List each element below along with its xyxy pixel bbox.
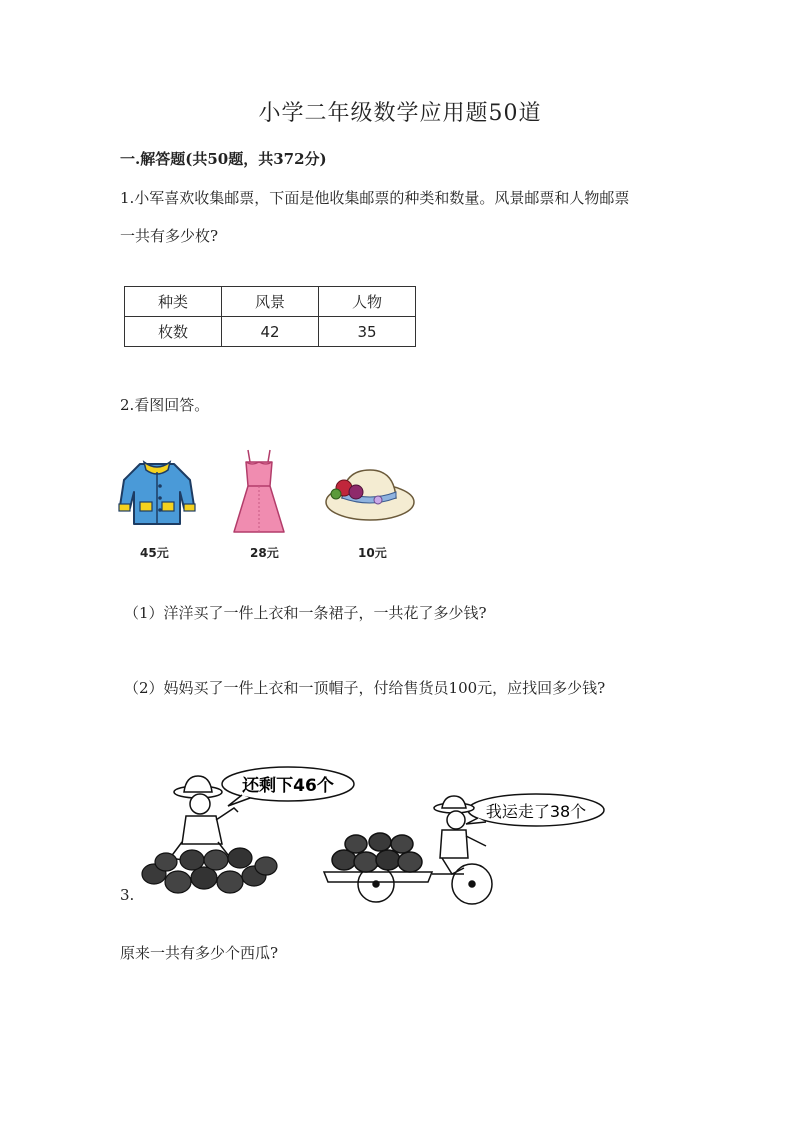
jacket-icon bbox=[118, 458, 196, 528]
q3-number: 3. bbox=[120, 886, 135, 904]
q2-sub2: （2）妈妈买了一件上衣和一顶帽子，付给售货员100元，应找回多少钱? bbox=[124, 679, 606, 697]
section-heading: 一.解答题(共50题，共372分) bbox=[120, 150, 327, 168]
dress-icon bbox=[230, 448, 288, 536]
table-row bbox=[125, 317, 416, 347]
jacket-price: 45元 bbox=[140, 546, 169, 560]
q3-question: 原来一共有多少个西瓜? bbox=[120, 944, 279, 962]
bubble-left-text: 还剩下46个 bbox=[242, 776, 334, 796]
hat-price: 10元 bbox=[358, 546, 387, 560]
table-cell: 枚数 bbox=[125, 317, 222, 347]
dress-price: 28元 bbox=[250, 546, 279, 560]
table-cell: 35 bbox=[319, 317, 416, 347]
q2-prompt: 2.看图回答。 bbox=[120, 396, 210, 414]
table-row bbox=[125, 287, 416, 317]
page-title: 小学二年级数学应用题50道 bbox=[258, 101, 542, 126]
table-cell: 种类 bbox=[125, 287, 222, 317]
table-cell: 42 bbox=[222, 317, 319, 347]
bubble-right-text: 我运走了38个 bbox=[485, 802, 587, 821]
stamp-table bbox=[124, 286, 416, 347]
watermelon-scene bbox=[136, 762, 616, 912]
q2-sub1: （1）洋洋买了一件上衣和一条裙子，一共花了多少钱? bbox=[124, 604, 487, 622]
q1-text-line2: 一共有多少枚? bbox=[120, 227, 219, 245]
table-cell: 风景 bbox=[222, 287, 319, 317]
table-cell: 人物 bbox=[319, 287, 416, 317]
watermelon-pile-left bbox=[142, 848, 277, 893]
q1-text-line1: 1.小军喜欢收集邮票，下面是他收集邮票的种类和数量。风景邮票和人物邮票 bbox=[120, 189, 630, 207]
hat-icon bbox=[320, 466, 416, 524]
